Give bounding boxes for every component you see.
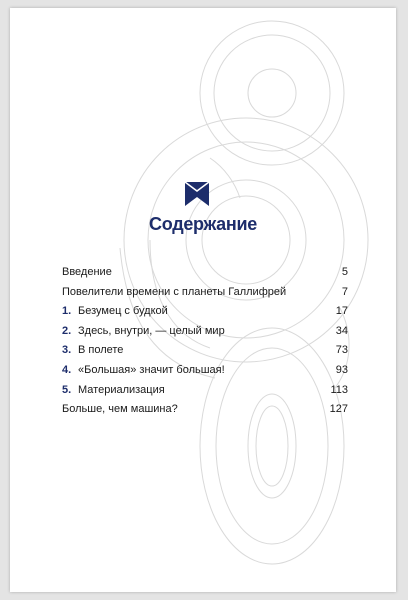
toc-entry-chapter-5[interactable]: [62, 384, 348, 404]
toc-entry-page: 7: [341, 285, 348, 298]
toc-entry-number: 1.: [62, 305, 72, 318]
toc-entry-label: Здесь, внутри, — целый мир: [78, 324, 225, 337]
toc-entry-label: Введение: [62, 266, 112, 278]
toc-entry-chapter-4[interactable]: [62, 364, 348, 384]
toc-entry-page: 73: [335, 344, 348, 357]
toc-entry-time-lords[interactable]: [62, 286, 348, 306]
toc-entry-label: Материализация: [78, 383, 165, 396]
bookmark-icon: [183, 180, 211, 208]
toc-entry-page: 5: [341, 266, 348, 278]
toc-entry-chapter-2[interactable]: [62, 325, 348, 345]
toc-entry-page: 127: [329, 403, 348, 416]
toc-entry-page: 93: [335, 363, 348, 376]
toc-entry-page: 34: [335, 324, 348, 337]
toc-entry-chapter-3[interactable]: [62, 344, 348, 364]
toc-entry-label: Больше, чем машина?: [62, 403, 178, 416]
toc-entry-page: 113: [330, 383, 348, 396]
toc-entry-number: 3.: [62, 344, 72, 357]
toc-entry-number: 4.: [62, 363, 72, 376]
toc-entry-intro[interactable]: [62, 266, 348, 286]
toc-entry-label: «Большая» значит большая!: [78, 363, 225, 376]
toc-title: Содержание: [149, 214, 257, 234]
toc-entry-label: Безумец с будкой: [78, 305, 168, 318]
toc-entry-number: 5.: [62, 383, 72, 396]
toc-entry-chapter-1[interactable]: [62, 305, 348, 325]
toc-entry-label: Повелители времени с планеты Галлифрей: [62, 285, 287, 298]
toc-entry-epilogue[interactable]: [62, 403, 348, 423]
toc-entry-page: 17: [335, 305, 348, 318]
toc-list: [62, 266, 348, 423]
toc-entry-label: В полете: [78, 344, 124, 357]
book-page: [10, 8, 396, 592]
toc-entry-number: 2.: [62, 324, 72, 337]
